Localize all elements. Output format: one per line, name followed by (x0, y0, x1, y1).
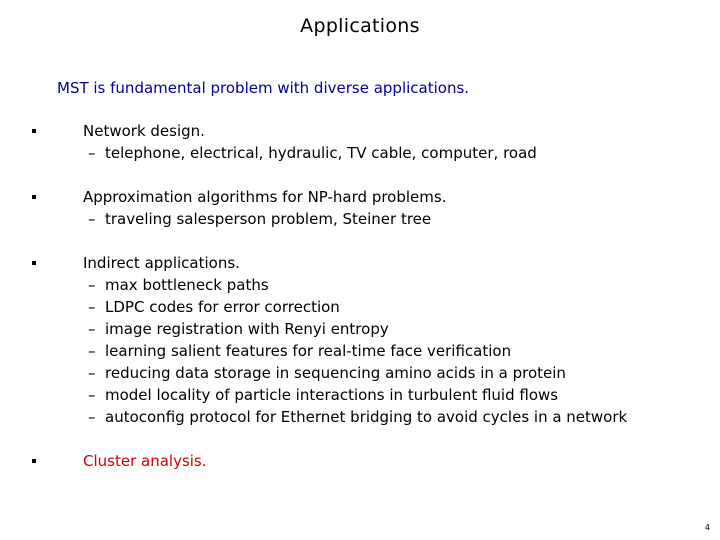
sub-item-text: reducing data storage in sequencing amino acids in a protein (105, 364, 566, 382)
sub-item-text: LDPC codes for error correction (105, 298, 340, 316)
sub-item (83, 318, 702, 340)
sub-item-text: image registration with Renyi entropy (105, 320, 389, 338)
sub-item (83, 384, 702, 406)
sub-item (83, 274, 702, 296)
sub-item-text: autoconfig protocol for Ethernet bridging to avoid cycles in a network (105, 408, 628, 426)
bullet-list (32, 120, 702, 494)
dash-icon: – (88, 276, 96, 294)
bullet-cluster-analysis (32, 450, 702, 472)
bullet-heading: Indirect applications. (83, 254, 240, 272)
bullet-heading-highlight: Cluster analysis. (83, 452, 207, 470)
bullet-dot (32, 261, 36, 265)
sub-item (83, 142, 702, 164)
dash-icon: – (88, 364, 96, 382)
dash-icon: – (88, 320, 96, 338)
intro-text: MST is fundamental problem with diverse applications. (57, 79, 470, 97)
bullet-approximation (32, 186, 702, 230)
bullet-network-design (32, 120, 702, 164)
dash-icon: – (88, 342, 96, 360)
sub-item (83, 406, 702, 428)
bullet-indirect-applications (32, 252, 702, 428)
sub-item-text: traveling salesperson problem, Steiner tree (105, 210, 432, 228)
bullet-heading: Network design. (83, 122, 205, 140)
sub-item-text: max bottleneck paths (105, 276, 269, 294)
sub-item (83, 340, 702, 362)
bullet-dot (32, 129, 36, 133)
dash-icon: – (88, 210, 96, 228)
sub-item-text: model locality of particle interactions in turbulent fluid flows (105, 386, 559, 404)
sub-item-text: learning salient features for real-time face verification (105, 342, 512, 360)
dash-icon: – (88, 144, 96, 162)
bullet-dot (32, 459, 36, 463)
sub-item (83, 208, 702, 230)
bullet-heading: Approximation algorithms for NP-hard problems. (83, 188, 447, 206)
dash-icon: – (88, 408, 96, 426)
dash-icon: – (88, 298, 96, 316)
bullet-dot (32, 195, 36, 199)
sub-item (83, 362, 702, 384)
page-number: 4 (704, 523, 710, 532)
page-title: Applications (300, 15, 420, 37)
dash-icon: – (88, 386, 96, 404)
sub-item (83, 296, 702, 318)
sub-item-text: telephone, electrical, hydraulic, TV cable, computer, road (105, 144, 537, 162)
